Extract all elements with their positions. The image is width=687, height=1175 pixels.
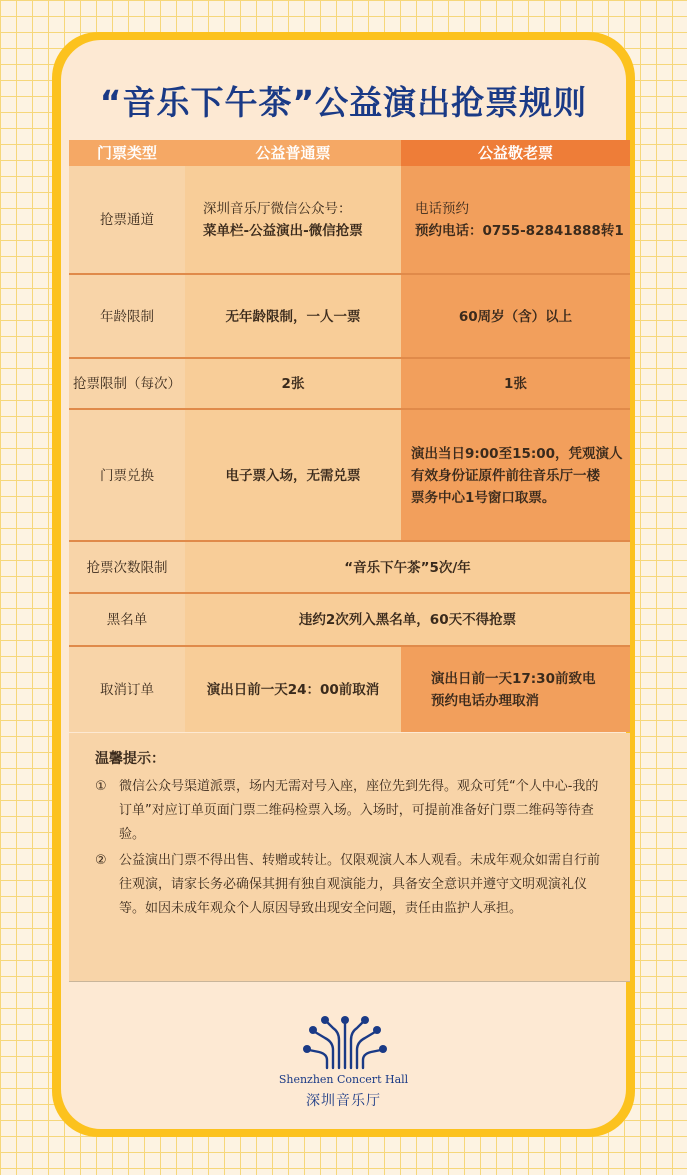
logo-english-name: Shenzhen Concert Hall: [278, 1073, 409, 1086]
row-label-blacklist: 黑名单: [69, 594, 185, 646]
tip-item: [95, 849, 608, 921]
page-title: “音乐下午茶”公益演出抢票规则: [99, 83, 588, 122]
tips-title: 温馨提示：: [95, 751, 165, 767]
cancel-normal: 演出日前一天24：00前取消: [185, 647, 401, 732]
cancel-senior: [401, 647, 630, 732]
row-label-per-time: 抢票限制（每次）: [69, 359, 185, 409]
tips-divider: [69, 981, 630, 982]
row-label-age: 年龄限制: [69, 275, 185, 358]
count-value: “音乐下午茶”5次/年: [185, 542, 630, 593]
row-label-cancel: 取消订单: [69, 647, 185, 732]
per-time-senior: 1张: [401, 359, 630, 409]
per-time-normal: 2张: [185, 359, 401, 409]
exchange-senior-line3: 票务中心1号窗口取票。: [411, 489, 556, 506]
tip-number: ①: [95, 779, 107, 794]
channel-normal: [185, 166, 401, 274]
row-label-count: 抢票次数限制: [69, 542, 185, 593]
cancel-senior-line2: 预约电话办理取消: [431, 692, 539, 709]
tip-item: [95, 775, 608, 847]
age-senior: 60周岁（含）以上: [401, 275, 630, 358]
header-senior-ticket: 公益敬老票: [401, 140, 630, 166]
tip-text: 微信公众号渠道派票，场内无需对号入座，座位先到先得。观众可凭“个人中心-我的订单”对应订单页面门票二维码检票入场。入场时，可提前准备好门票二维码等待查验。: [119, 779, 599, 842]
tip-text: 公益演出门票不得出售、转赠或转让。仅限观演人本人观看。未成年观众如需自行前往观演，请家长务必确保其拥有独自观演能力，具备安全意识并遵守文明观演礼仪等。如因未成年观众个人原因导致出现安全问题，责任由监护人承担。: [119, 853, 601, 916]
exchange-normal: 电子票入场，无需兑票: [185, 410, 401, 541]
tips-box: [69, 733, 630, 981]
blacklist-value: 违约2次列入黑名单，60天不得抢票: [185, 594, 630, 646]
logo-chinese-name: 深圳音乐厅: [306, 1093, 381, 1109]
row-label-exchange: 门票兑换: [69, 410, 185, 541]
concert-hall-logo-icon: [303, 1010, 387, 1070]
tip-number: ②: [95, 853, 107, 868]
channel-senior-line2: 预约电话：0755-82841888转1: [415, 223, 624, 239]
channel-normal-line1: 深圳音乐厅微信公众号：: [203, 201, 352, 217]
age-normal: 无年龄限制，一人一票: [185, 275, 401, 358]
channel-senior: [401, 166, 630, 274]
channel-normal-line2: 菜单栏-公益演出-微信抢票: [203, 223, 363, 239]
channel-senior-line1: 电话预约: [415, 201, 469, 217]
exchange-senior: [401, 410, 630, 541]
cancel-senior-line1: 演出日前一天17:30前致电: [431, 670, 596, 687]
exchange-senior-line1: 演出当日9:00至15:00，凭观演人: [411, 445, 623, 462]
header-normal-ticket: 公益普通票: [185, 140, 401, 166]
exchange-senior-line2: 有效身份证原件前往音乐厅一楼: [411, 467, 600, 484]
row-label-channel: 抢票通道: [69, 166, 185, 274]
header-ticket-type: 门票类型: [69, 140, 185, 166]
